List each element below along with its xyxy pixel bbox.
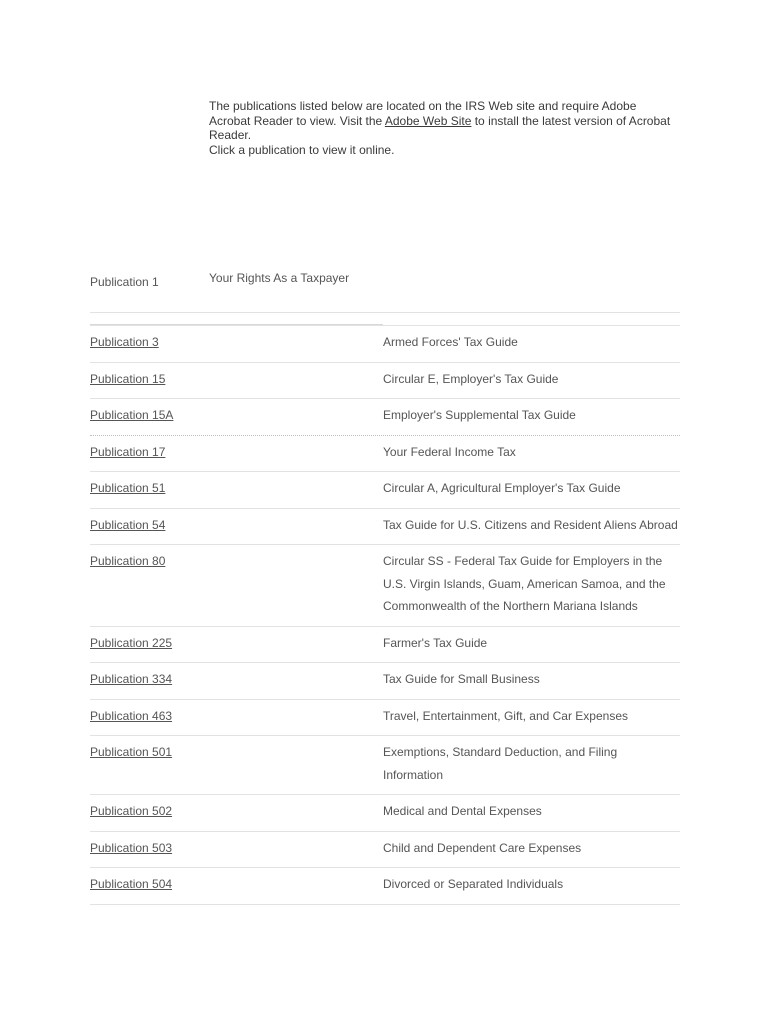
publication-link[interactable]: Publication 80 <box>90 554 166 568</box>
publication-row <box>90 795 680 832</box>
publication-title: Medical and Dental Expenses <box>383 804 542 818</box>
intro-text-end: to install the latest version of Acrobat Reader. <box>209 113 671 142</box>
publication-link[interactable]: Publication 15A <box>90 408 174 422</box>
publication-title: Circular E, Employer's Tax Guide <box>383 371 559 386</box>
publication-title: Travel, Entertainment, Gift, and Car Expenses <box>383 708 628 723</box>
intro-instruction: Click a publication to view it online. <box>209 142 395 157</box>
publication-title: Tax Guide for Small Business <box>383 672 540 686</box>
publication-link[interactable]: Publication 463 <box>90 708 173 723</box>
publication-title: Tax Guide for U.S. Citizens and Resident Aliens Abroad <box>383 517 678 532</box>
publication-link[interactable]: Publication 503 <box>90 840 173 855</box>
publication-row <box>90 436 680 473</box>
publication-link[interactable]: Publication 17 <box>90 444 166 459</box>
publication-row <box>90 736 680 795</box>
publication-link[interactable]: Publication 54 <box>90 517 166 532</box>
publication-title: Child and Dependent Care Expenses <box>383 840 582 855</box>
publication-title: Exemptions, Standard Deduction, and Filing Information <box>383 745 618 782</box>
publication-row <box>90 509 680 546</box>
publication-row <box>90 399 680 436</box>
publication-row <box>90 832 680 869</box>
publication-title: Employer's Supplemental Tax Guide <box>383 408 576 422</box>
intro-text-start: The publications listed below are located on the IRS Web site and require Adobe Acrobat Reader to view. Visit the <box>209 99 637 128</box>
publication-link[interactable]: Publication 504 <box>90 877 173 891</box>
publication-title: Farmer's Tax Guide <box>383 635 488 650</box>
publication-row <box>90 472 680 509</box>
publication-link[interactable]: Publication 334 <box>90 672 173 686</box>
publication-1-row <box>90 270 680 313</box>
publication-title: Circular A, Agricultural Employer's Tax Guide <box>383 481 621 495</box>
publication-link[interactable]: Publication 3 <box>90 335 159 349</box>
publication-title: Circular SS - Federal Tax Guide for Employers in the U.S. Virgin Islands, Guam, American Samoa, and the Commonwealth of the Northern Mariana Islands <box>383 554 666 613</box>
publication-row <box>90 663 680 700</box>
publication-title: Your Federal Income Tax <box>383 444 516 459</box>
publication-row <box>90 545 680 627</box>
publication-1-label: Publication 1 <box>90 275 159 289</box>
publication-row <box>90 700 680 737</box>
publication-row <box>90 868 680 905</box>
publication-row <box>90 627 680 664</box>
publication-row <box>90 326 680 363</box>
publication-row <box>90 363 680 400</box>
publication-table <box>90 325 680 905</box>
publication-link[interactable]: Publication 51 <box>90 481 166 495</box>
publication-link[interactable]: Publication 501 <box>90 745 173 759</box>
publication-1-title: Your Rights As a Taxpayer <box>209 271 350 285</box>
publication-title: Armed Forces' Tax Guide <box>383 335 518 349</box>
publication-link[interactable]: Publication 502 <box>90 804 173 818</box>
publication-link[interactable]: Publication 225 <box>90 635 173 650</box>
publication-title: Divorced or Separated Individuals <box>383 877 564 891</box>
adobe-web-site-link[interactable]: Adobe Web Site <box>384 113 472 128</box>
publication-link[interactable]: Publication 15 <box>90 371 166 386</box>
intro-paragraph <box>209 99 679 157</box>
